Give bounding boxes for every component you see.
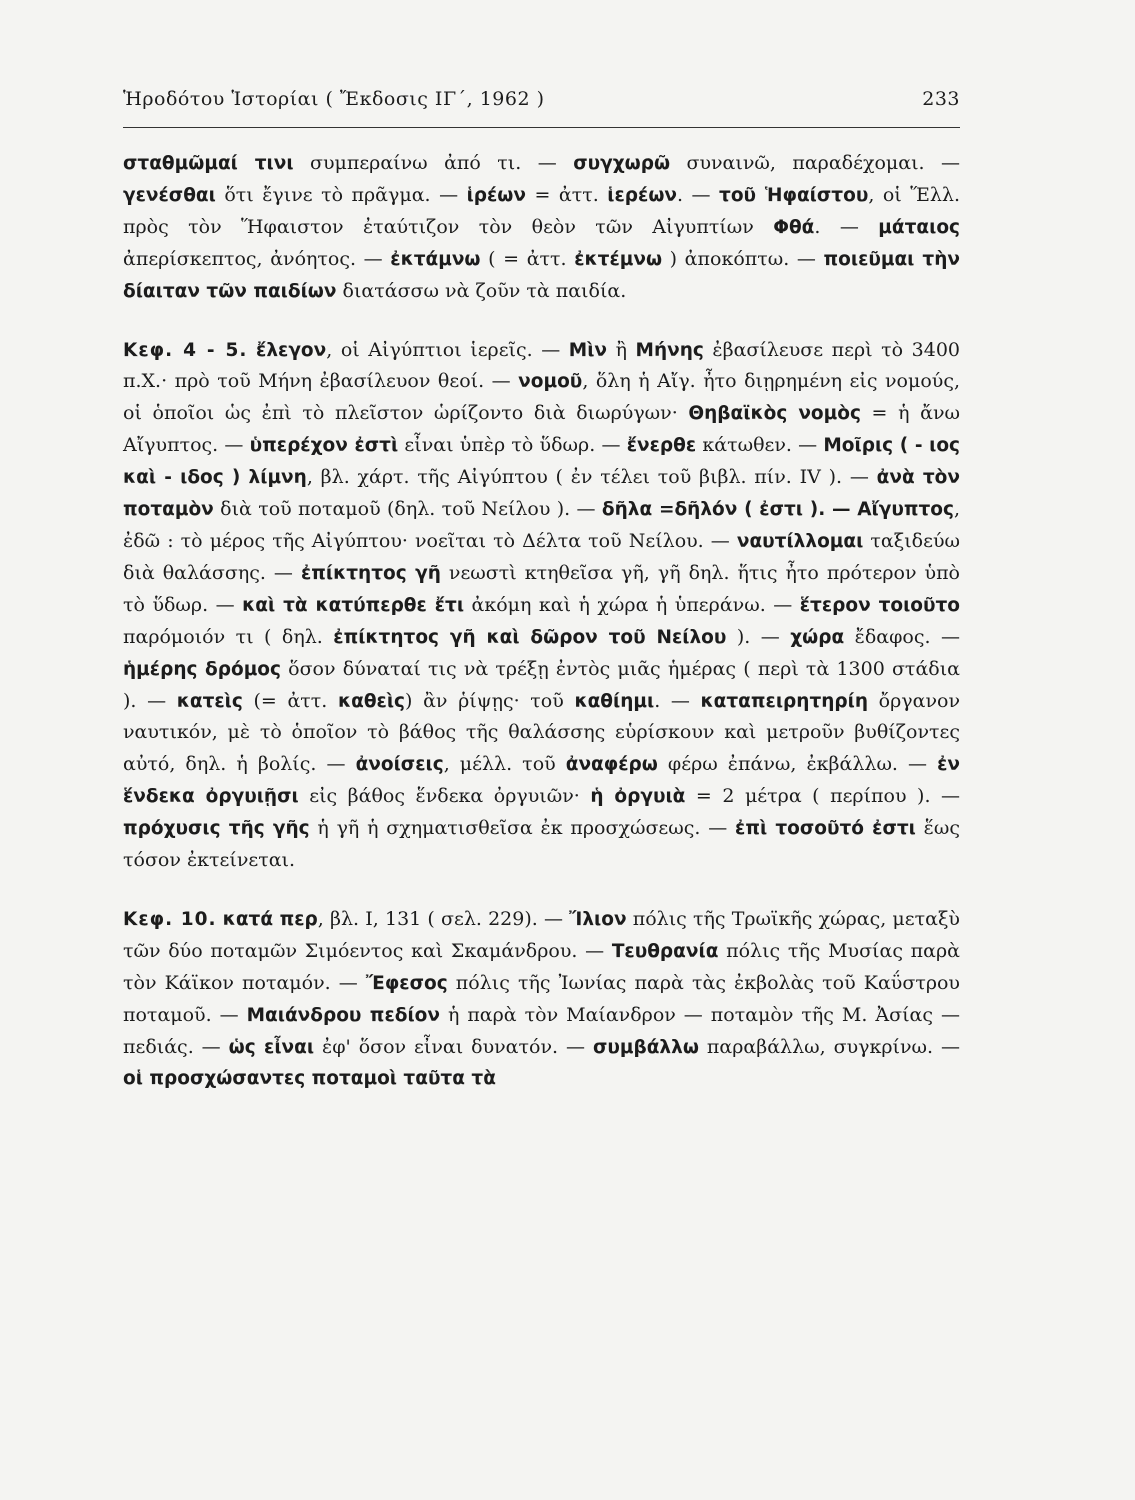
glossary-term: καὶ τὰ κατύπερθε ἔτι [242, 594, 465, 616]
glossary-term: ἡ ὀργυιὰ [590, 786, 686, 808]
definition-text: παρόμοιόν τι ( δηλ. [123, 625, 334, 648]
glossary-body [123, 148, 960, 1095]
glossary-term: νομοῦ [518, 371, 583, 393]
glossary-term: χώρα [790, 626, 845, 648]
definition-text: ἡ γῆ ἡ σχηματισθεῖσα ἐκ προσχώσεως. — [309, 817, 736, 840]
definition-text: = ἡ ἄνω Αἴγυπτος. — [123, 402, 960, 457]
glossary-term: Μαιάνδρου πεδίον [246, 1004, 440, 1026]
paragraph-chapter-10 [123, 904, 960, 1095]
glossary-term: Ἴλιον [569, 908, 627, 930]
definition-text: ἀκόμη καὶ ἡ χώρα ἡ ὑπεράνω. — [464, 593, 800, 616]
glossary-term: ἱερέων [607, 184, 677, 206]
glossary-term: καθεὶς [337, 690, 406, 712]
definition-text: νεωστὶ κτηθεῖσα γῆ, γῆ δηλ. ἥτις ἦτο πρότερον ὑπὸ τὸ ὕδωρ. — [123, 561, 960, 616]
glossary-term: Μὶν [568, 339, 608, 361]
definition-text: ( = ἀττ. [480, 247, 575, 270]
definition-text: συναινῶ, παραδέχομαι. — [670, 152, 961, 174]
glossary-term: ἐκτέμνω [574, 248, 663, 270]
glossary-term: σταθμῶμαί τινι [123, 153, 294, 174]
definition-text: , βλ. I, 131 ( σελ. 229). — [317, 907, 570, 930]
glossary-term: κατά περ [222, 908, 318, 930]
glossary-term: κατεὶς [176, 690, 243, 712]
definition-text: πόλις τῆς Μυσίας παρὰ τὸν Κάϊκον ποταμόν. — [123, 939, 960, 994]
definition-text: = 2 μέτρα ( περίπου ). — [685, 785, 961, 808]
page-number: 233 [922, 88, 960, 110]
glossary-term: ἔνερθε [626, 435, 697, 457]
definition-text: , μέλλ. τοῦ [443, 753, 566, 776]
definition-text: ἔδαφος. — [844, 625, 960, 648]
glossary-term: ἐκτάμνω [390, 248, 481, 270]
glossary-term: Μήνης [635, 339, 704, 361]
glossary-term: καταπειρητηρίη [700, 690, 869, 712]
glossary-term: ποιεῦμαι τὴν δίαιταν τῶν παιδίων [123, 248, 960, 302]
glossary-term: ἔλεγον [256, 339, 327, 361]
glossary-term: Ἔφεσος [365, 972, 448, 994]
glossary-term: γενέσθαι [123, 184, 216, 206]
definition-text: πόλις τῆς Τρωϊκῆς χώρας, μεταξὺ τῶν δύο ποταμῶν Σιμόεντος καὶ Σκαμάνδρου. — [123, 907, 960, 962]
glossary-term: ἐπίκτητος γῆ [300, 562, 441, 584]
glossary-term: ναυτίλλομαι [736, 530, 864, 552]
glossary-term: συμβάλλω [592, 1036, 699, 1058]
glossary-term: τοῦ Ἡφαίστου [719, 184, 869, 206]
paragraph-chapter-4-5 [123, 335, 960, 877]
glossary-term: ἱρέων [466, 184, 526, 206]
definition-text: . — [677, 183, 720, 206]
definition-text: , βλ. χάρτ. τῆς Αἰγύπτου ( ἐν τέλει τοῦ βιβλ. πίν. IV ). — [306, 466, 877, 489]
chapter-heading: Κεφ. 10. [123, 908, 217, 930]
definition-text: φέρω ἐπάνω, ἐκβάλλω. — [657, 753, 938, 776]
definition-text: = ἀττ. [526, 183, 608, 206]
glossary-term: Θηβαϊκὸς νομὸς [688, 403, 861, 425]
definition-text: ταξιδεύω διὰ θαλάσσης. — [123, 529, 960, 584]
definition-text: διὰ τοῦ ποταμοῦ (δηλ. τοῦ Νείλου ). — [213, 498, 602, 521]
definition-text: ὄργανον ναυτικόν, μὲ τὸ ὁποῖον τὸ βάθος τῆς θαλάσσης εὑρίσκουν καὶ μετροῦν βυθίζοντες αὐτό, δηλ. ἡ βολίς. — [123, 689, 961, 776]
glossary-term: πρόχυσις τῆς γῆς [123, 818, 310, 840]
glossary-term: Τευθρανία [611, 940, 719, 962]
definition-text: πόλις τῆς Ἰωνίας παρὰ τὰς ἐκβολὰς τοῦ Καΰστρου ποταμοῦ. — [123, 971, 960, 1026]
definition-text: , ἐδῶ : τὸ μέρος τῆς Αἰγύπτου· νοεῖται τὸ Δέλτα τοῦ Νείλου. — [123, 498, 960, 552]
definition-text: , ὅλη ἡ Αἴγ. ἦτο διῃρημένη εἰς νομούς, οἱ ὁποῖοι ὡς ἐπὶ τὸ πλεῖστον ὡρίζοντο διὰ διωρύγων· [123, 370, 960, 425]
glossary-term: ὡς εἶναι [228, 1036, 315, 1058]
definition-text: διατάσσω νὰ ζοῦν τὰ παιδία. [336, 279, 627, 302]
definition-text: εἶναι ὑπὲρ τὸ ὕδωρ. — [398, 434, 627, 457]
glossary-term: ἀνὰ τὸν ποταμὸν [123, 467, 960, 521]
definition-text: ἢ [607, 338, 636, 361]
glossary-term: ἀνοίσεις [355, 754, 444, 776]
definition-text: ἐβασίλευσε περὶ τὸ 3400 π.Χ.· πρὸ τοῦ Μήνη ἐβασίλευον θεοί. — [123, 338, 961, 393]
glossary-term: μάταιος [878, 216, 960, 238]
running-header [123, 88, 960, 110]
definition-text: . — [814, 215, 879, 238]
definition-text: ὅτι ἔγινε τὸ πρᾶγμα. — [215, 183, 467, 206]
glossary-term: καθίημι [574, 690, 655, 712]
definition-text: παραβάλλω, συγκρίνω. — [698, 1035, 961, 1058]
definition-text: κάτωθεν. — [696, 434, 824, 457]
chapter-heading: Κεφ. 4 - 5. [123, 339, 248, 361]
glossary-term: ὑπερέχον ἐστὶ [249, 435, 399, 457]
definition-text: . — [654, 689, 701, 712]
glossary-term: ἐν ἕνδεκα ὀργυιῇσι [123, 754, 961, 808]
definition-text: ) ἂν ῥίψῃς· τοῦ [405, 689, 575, 712]
glossary-term: οἱ προσχώσαντες ποταμοὶ ταῦτα τὰ [123, 1068, 496, 1090]
glossary-term: ἐπὶ τοσοῦτό ἐστι [735, 818, 916, 840]
definition-text: ὅσον δύναταί τις νὰ τρέξῃ ἐντὸς μιᾶς ἡμέρας ( περὶ τὰ 1300 στάδια ). — [123, 657, 960, 712]
glossary-term: Φθά [773, 216, 815, 238]
paragraph-intro [123, 148, 960, 308]
glossary-term: ἕτερον τοιοῦτο [799, 594, 961, 616]
definition-text: (= ἀττ. [242, 689, 338, 712]
header-rule [123, 127, 960, 128]
glossary-term: δῆλα =δῆλόν ( ἐστι ). — Αἴγυπτος [601, 499, 954, 521]
glossary-term: ἐπίκτητος γῆ καὶ δῶρον τοῦ Νείλου [333, 626, 727, 648]
definition-text: ἀπερίσκεπτος, ἀνόητος. — [123, 247, 391, 270]
definition-text: ). — [726, 625, 791, 648]
glossary-term: Μοῖρις ( - ιος καὶ - ιδος ) λίμνη [123, 435, 961, 489]
definition-text: συμπεραίνω ἀπό τι. — [293, 152, 574, 174]
definition-text: ἡ παρὰ τὸν Μαίανδρον — ποταμὸν τῆς Μ. Ἀσίας — πεδιάς. — [123, 1003, 960, 1058]
glossary-term: ἡμέρης δρόμος [123, 658, 281, 680]
running-title: Ἡροδότου Ἱστορίαι ( Ἔκδοσις ΙΓ΄, 1962 ) [123, 88, 545, 110]
definition-text: , οἱ Αἰγύπτιοι ἱερεῖς. — [326, 338, 569, 361]
definition-text: , οἱ Ἕλλ. πρὸς τὸν Ἥφαιστον ἐταύτιζον τὸν θεὸν τῶν Αἰγυπτίων [123, 183, 961, 238]
definition-text: εἰς βάθος ἕνδεκα ὀργυιῶν· [298, 785, 591, 808]
definition-text: ἕως τόσον ἐκτείνεται. [123, 817, 960, 872]
definition-text [247, 339, 256, 361]
definition-text: ) ἀποκόπτω. — [662, 247, 824, 270]
glossary-term: ἀναφέρω [565, 754, 658, 776]
glossary-term: συγχωρῶ [573, 153, 671, 174]
definition-text: ἐφ' ὅσον εἶναι δυνατόν. — [314, 1035, 593, 1058]
